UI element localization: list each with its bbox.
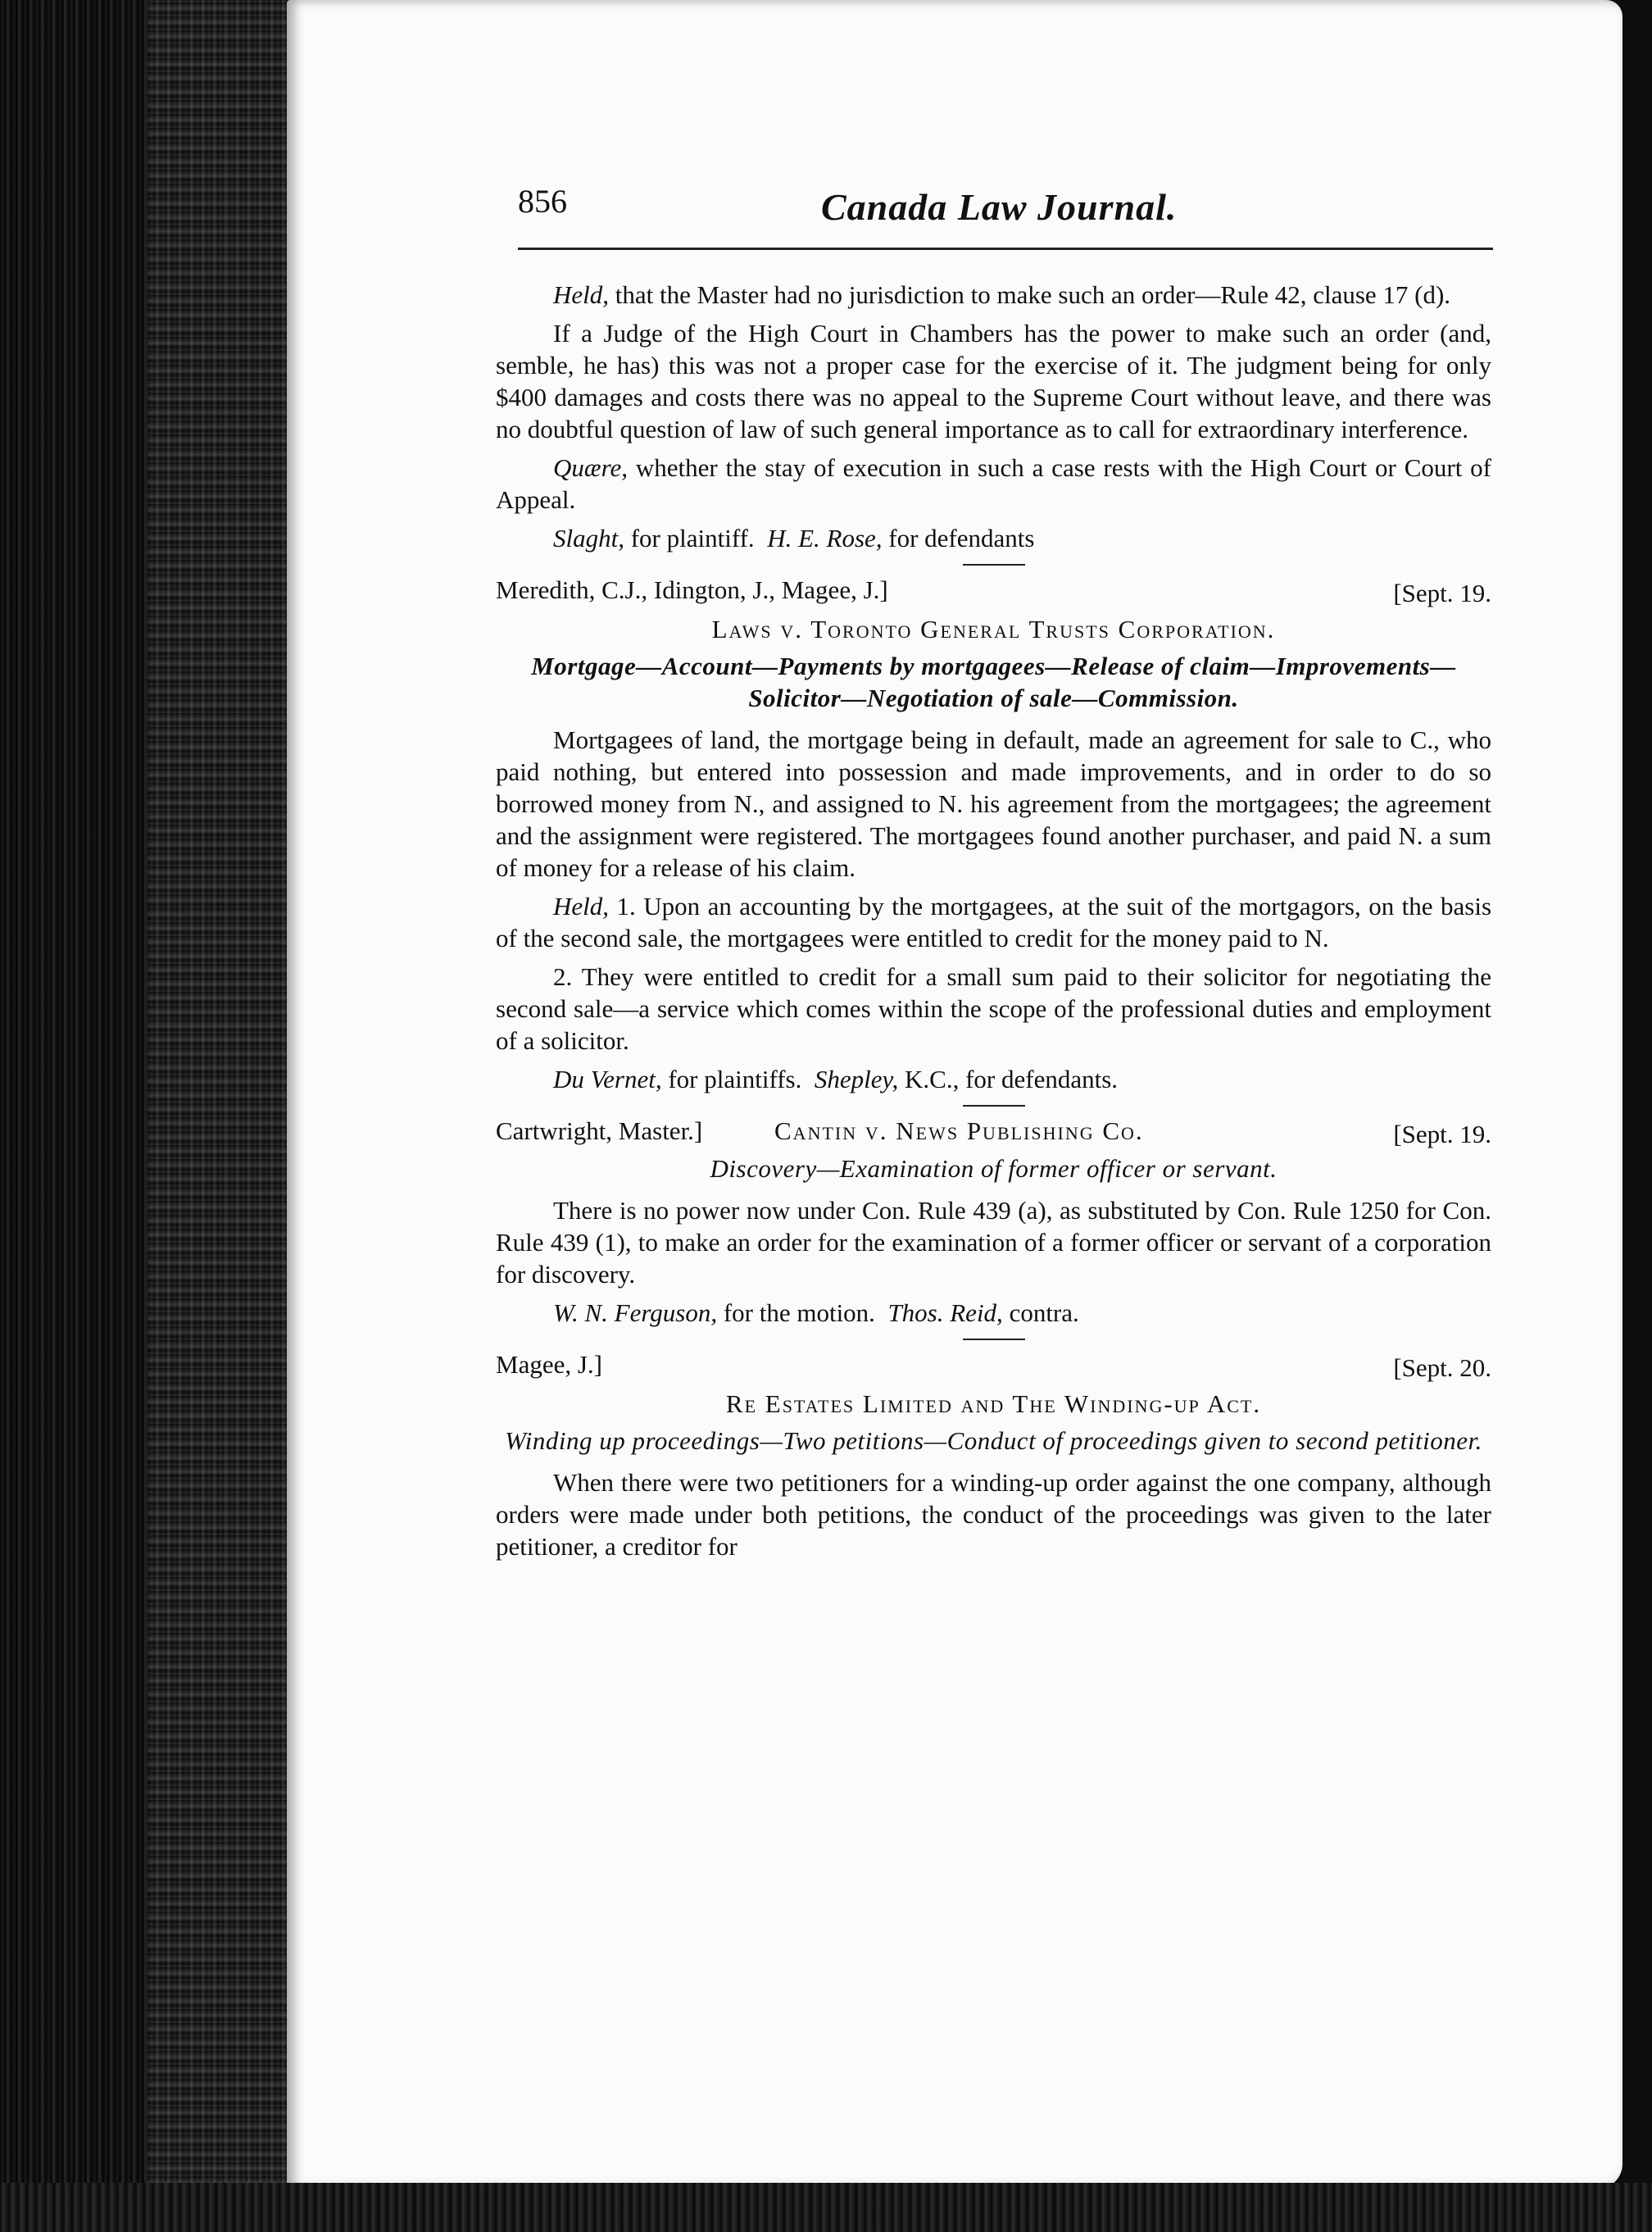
counsel-name: Du Vernet, [553,1065,662,1093]
case2-counsel [496,1063,1491,1095]
case2-held-1-text: 1. Upon an accounting by the mortgagees, at the suit of the mortgagors, on the basis of the second sale, the mortgagees were entitled to credit for the money paid to N. [496,892,1492,952]
case4-date: [Sept. 20. [1393,1353,1491,1382]
case2-facts: Mortgagees of land, the mortgage being in default, made an agreement for sale to C., who paid nothing, but entered into possession and made improvements, and in order to do so borrowed money from N., and assigned to N. his agreement from the mortgagees; the agreement and the assignment were registered. The mortgagees found another purchaser, and paid N. a sum of money for a release of his claim. [496,725,1491,882]
case1-counsel [496,522,1491,554]
case3-date: [Sept. 19. [1393,1120,1491,1148]
counsel-role: for plaintiff. [630,524,755,552]
quaere-label: Quære, [553,453,628,482]
scan-bottom-edge [0,2183,1652,2232]
case3-body: There is no power now under Con. Rule 439 (a), as substituted by Con. Rule 1250 for Con. Rule 439 (1), to make an order for the examination of a former officer or servant of a corporation for discovery. [496,1196,1491,1289]
case4-heading [496,1348,1491,1383]
page-content [496,279,1491,1569]
case2-judges: Meredith, C.J., Idington, J., Magee, J.] [496,575,888,604]
case3-caption: Cantin v. News Publishing Co. [774,1116,1144,1145]
case4-headnote: Winding up proceedings—Two petitions—Conduct of proceedings given to second petitioner. [505,1426,1482,1455]
counsel-name: Shepley, [814,1065,899,1093]
journal-title: Canada Law Journal. [821,186,1178,228]
case1-held [496,279,1491,311]
case2-date: [Sept. 19. [1393,579,1491,607]
binding-texture [148,0,287,2232]
counsel-name: Slaght, [553,524,624,552]
counsel-role: for defendants [888,524,1035,552]
section-divider [963,1105,1025,1107]
case1-held-text: that the Master had no jurisdiction to make such an order—Rule 42, clause 17 (d). [615,280,1451,309]
case2-heading [496,574,1491,608]
scan-right-edge [1622,0,1652,2232]
page-number: 856 [518,183,567,220]
section-divider [963,1339,1025,1340]
held-label: Held, [553,280,610,309]
case4-body: When there were two petitioners for a winding-up order against the one company, although orders were made under both petitions, the conduct of the proceedings was given to the later petitioner, a creditor for [496,1468,1491,1561]
counsel-role: K.C., for defendants. [905,1065,1119,1093]
case2-headnote: Mortgage—Account—Payments by mortgagees—Release of claim—Improvements—Solicitor—Negotiation of sale—Commission. [531,652,1456,712]
counsel-role: for the motion. [723,1298,875,1327]
case4-title: Re Estates Limited and The Winding-up Act. [725,1389,1262,1418]
case3-headnote: Discovery—Examination of former officer or servant. [710,1154,1278,1183]
counsel-name: H. E. Rose, [767,524,883,552]
section-divider [963,564,1025,566]
case3-judge: Cartwright, Master.] [496,1116,703,1145]
counsel-role: contra. [1009,1298,1079,1327]
case2-held-1 [496,890,1491,954]
counsel-role: for plaintiffs. [668,1065,802,1093]
case3-counsel [496,1297,1491,1329]
case1-paragraph: If a Judge of the High Court in Chambers has the power to make such an order (and, semble, he has) this was not a proper case for the exercise of it. The judgment being for only $400 damages and costs there was no appeal to the Supreme Court without leave, and there was no doubtful question of law of such general importance as to call for extraordinary interference. [496,319,1491,443]
running-head [518,182,1493,239]
case1-quaere [496,452,1491,516]
case4-judge: Magee, J.] [496,1350,602,1379]
case2-title: Laws v. Toronto General Trusts Corporation. [711,615,1276,643]
header-rule [518,248,1493,250]
held-label: Held, [553,892,610,921]
case2-held-2: 2. They were entitled to credit for a small sum paid to their solicitor for negotiating the second sale—a service which comes within the scope of the professional duties and employment of a solicitor. [496,962,1491,1055]
case1-quaere-text: whether the stay of execution in such a case rests with the High Court or Court of Appeal. [496,453,1491,514]
counsel-name: W. N. Ferguson, [553,1298,718,1327]
counsel-name: Thos. Reid, [887,1298,1003,1327]
case3-heading [496,1115,1491,1149]
